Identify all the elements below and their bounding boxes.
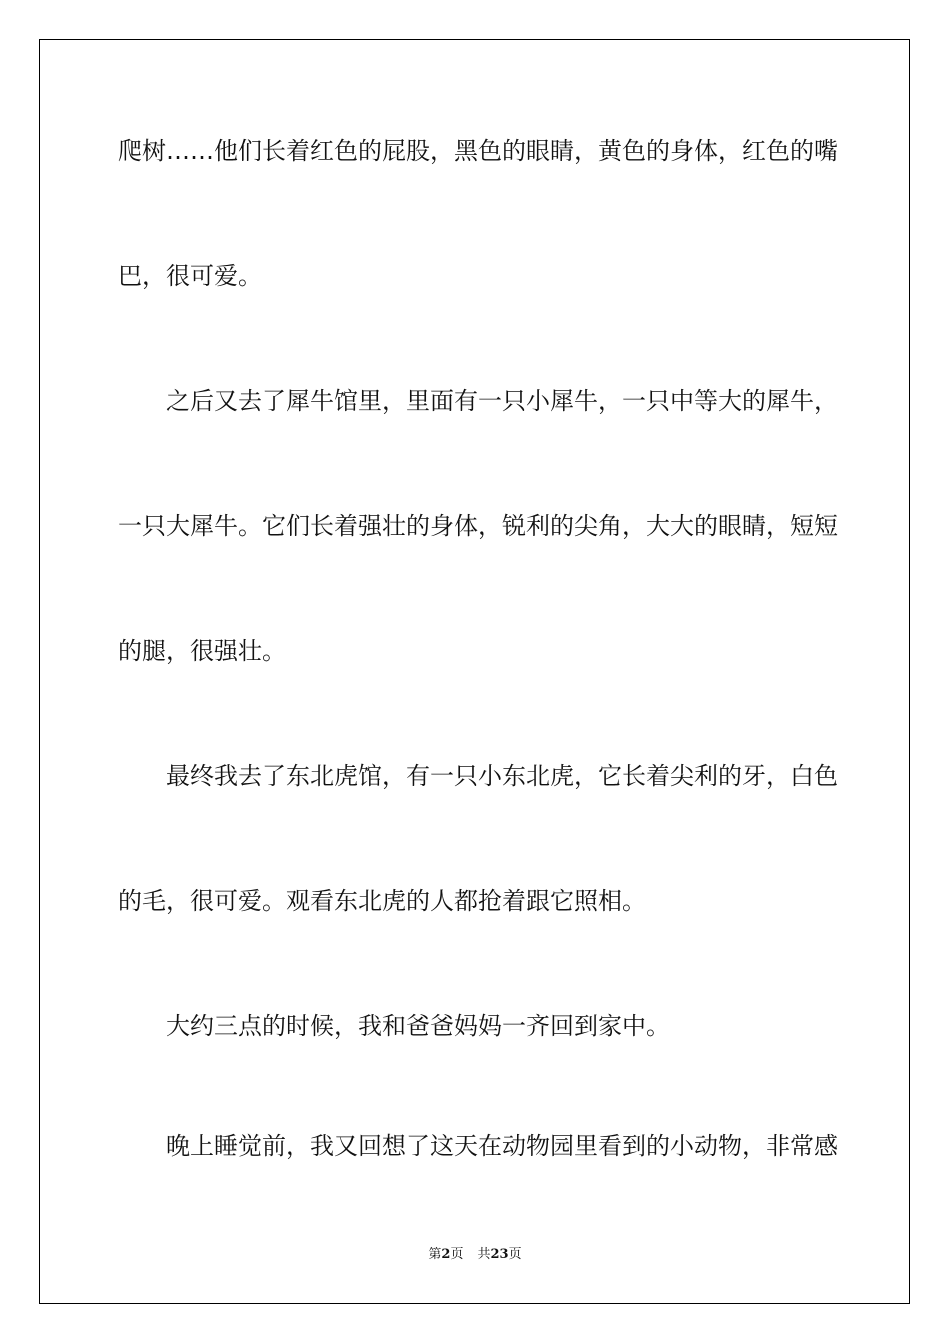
page-suffix: 页: [450, 1247, 464, 1262]
text-line-1: 爬树……他们长着红色的屁股，黑色的眼睛，黄色的身体，红色的嘴: [118, 137, 838, 165]
text-line-5: 的腿，很强壮。: [118, 637, 286, 665]
text-line-8: 大约三点的时候，我和爸爸妈妈一齐回到家中。: [166, 1012, 670, 1040]
total-pages: 23: [490, 1247, 509, 1262]
page-number: 2: [441, 1247, 451, 1262]
page-border: [39, 39, 910, 1304]
total-suffix: 页: [508, 1247, 522, 1262]
text-line-6: 最终我去了东北虎馆，有一只小东北虎，它长着尖利的牙，白色: [166, 762, 838, 790]
page-prefix: 第: [428, 1247, 442, 1262]
text-line-2: 巴，很可爱。: [118, 262, 262, 290]
text-line-9: 晚上睡觉前，我又回想了这天在动物园里看到的小动物，非常感: [166, 1132, 838, 1160]
text-line-4: 一只大犀牛。它们长着强壮的身体，锐利的尖角，大大的眼睛，短短: [118, 512, 838, 540]
text-line-7: 的毛，很可爱。观看东北虎的人都抢着跟它照相。: [118, 887, 646, 915]
page-footer: [0, 1246, 950, 1264]
text-line-3: 之后又去了犀牛馆里，里面有一只小犀牛，一只中等大的犀牛，: [166, 387, 838, 415]
total-prefix: 共: [477, 1247, 491, 1262]
